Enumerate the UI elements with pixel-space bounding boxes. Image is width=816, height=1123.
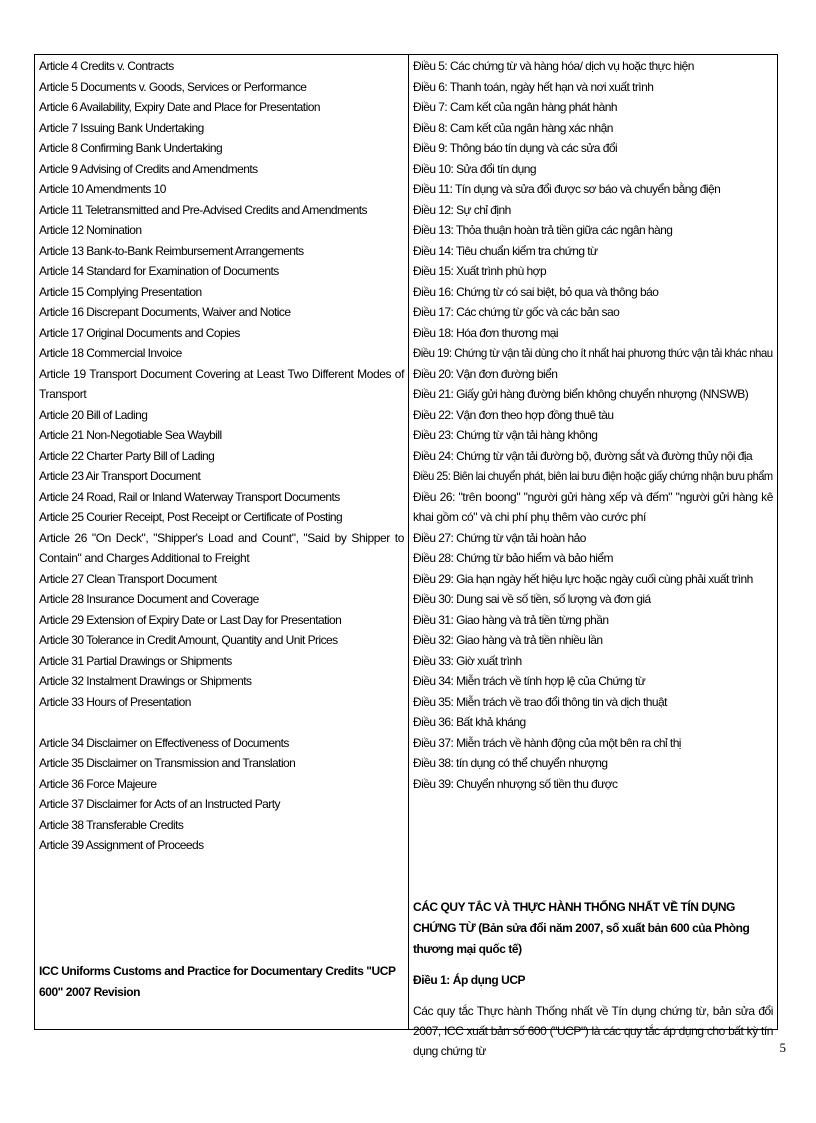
list-item: Article 39 Assignment of Proceeds	[39, 838, 204, 852]
list-item: Điều 21: Giấy gửi hàng đường biển không chuyển nhượng (NNSWB)	[413, 387, 749, 401]
list-item: Điều 7: Cam kết của ngân hàng phát hành	[413, 100, 618, 114]
list-item: Article 35 Disclaimer on Transmission and Translation	[39, 756, 296, 770]
list-item: Điều 30: Dung sai về số tiền, số lượng và đơn giá	[413, 592, 651, 606]
list-item: Article 9 Advising of Credits and Amendments	[39, 161, 258, 176]
list-item: Điều 33: Giờ xuất trình	[413, 653, 522, 668]
list-item: Article 18 Commercial Invoice	[39, 346, 182, 360]
list-item: Điều 25: Biên lai chuyển phát, biên lai bưu điện hoặc giấy chứng nhận bưu phẩm	[413, 469, 773, 483]
list-item: Article 21 Non-Negotiable Sea Waybill	[39, 428, 222, 442]
list-item: Điều 34: Miễn trách về tính hợp lệ của Chứng từ	[413, 674, 646, 688]
list-item: Article 19 Transport Document Covering at Least Two Different Modes of Transport	[39, 366, 404, 401]
list-item: Article 31 Partial Drawings or Shipments	[39, 653, 232, 668]
list-item: Article 7 Issuing Bank Undertaking	[39, 120, 204, 135]
list-item: Article 23 Air Transport Document	[39, 469, 201, 483]
english-document-title: ICC Uniforms Customs and Practice for Documentary Credits "UCP 600" 2007 Revision	[39, 964, 396, 999]
list-item: Điều 39: Chuyển nhượng số tiền thu được	[413, 776, 618, 791]
list-item: Article 5 Documents v. Goods, Services or Performance	[39, 79, 307, 94]
list-item: Điều 35: Miễn trách về trao đổi thông tin và dịch thuật	[413, 694, 667, 709]
list-item: Điều 10: Sửa đổi tín dụng	[413, 161, 537, 176]
article-1-text: Các quy tắc Thực hành Thống nhất về Tín dụng chứng từ, bản sửa đổi 2007, ICC xuất bản số 600 ("UCP") là các quy tắc áp dụng cho bất kỳ tín dụng chứng từ	[413, 1004, 773, 1058]
english-column	[35, 55, 409, 1029]
list-item: Article 13 Bank-to-Bank Reimbursement Arrangements	[39, 243, 304, 258]
list-item: Điều 9: Thông báo tín dụng và các sửa đổi	[413, 141, 618, 155]
article-1-title: Điều 1: Áp dụng UCP	[413, 973, 526, 987]
list-item: Article 22 Charter Party Bill of Lading	[39, 448, 215, 463]
list-item: Article 33 Hours of Presentation	[39, 694, 191, 709]
list-item: Article 14 Standard for Examination of Documents	[39, 264, 279, 278]
list-item: Điều 38: tín dụng có thể chuyển nhượng	[413, 756, 608, 770]
blank-line	[39, 712, 404, 733]
list-item: Điều 32: Giao hàng và trả tiền nhiều lần	[413, 633, 603, 647]
list-item: Điều 6: Thanh toán, ngày hết hạn và nơi xuất trình	[413, 79, 654, 94]
list-item: Article 16 Discrepant Documents, Waiver and Notice	[39, 305, 291, 319]
list-item: Article 36 Force Majeure	[39, 776, 157, 791]
list-item: Article 32 Instalment Drawings or Shipments	[39, 674, 252, 688]
list-item: Article 29 Extension of Expiry Date or Last Day for Presentation	[39, 612, 342, 627]
list-item: Điều 31: Giao hàng và trả tiền từng phần	[413, 612, 609, 627]
page-number: 5	[779, 1040, 786, 1055]
list-item: Article 17 Original Documents and Copies	[39, 325, 240, 340]
list-item: Article 30 Tolerance in Credit Amount, Quantity and Unit Prices	[39, 633, 338, 647]
list-item: Article 34 Disclaimer on Effectiveness of Documents	[39, 735, 289, 750]
list-item: Article 6 Availability, Expiry Date and Place for Presentation	[39, 100, 320, 114]
list-item: Điều 24: Chứng từ vận tải đường bộ, đường sắt và đường thủy nội địa	[413, 448, 753, 463]
vietnamese-article-list	[413, 56, 773, 794]
list-item: Điều 15: Xuất trình phù hợp	[413, 264, 547, 278]
vietnamese-intro-block	[413, 897, 773, 1061]
list-item: Điều 8: Cam kết của ngân hàng xác nhận	[413, 120, 613, 135]
list-item: Điều 11: Tín dụng và sửa đổi được sơ báo và chuyển bằng điện	[413, 182, 721, 196]
list-item: Article 15 Complying Presentation	[39, 284, 202, 299]
list-item: Điều 27: Chứng từ vận tải hoàn hảo	[413, 530, 586, 545]
list-item: Điều 13: Thỏa thuận hoàn trả tiền giữa các ngân hàng	[413, 223, 673, 237]
list-item: Article 25 Courier Receipt, Post Receipt or Certificate of Posting	[39, 510, 343, 524]
list-item: Article 26 "On Deck", "Shipper's Load and Count", "Said by Shipper to Contain" and Charges Additional to Freight	[39, 530, 404, 565]
list-item: Article 20 Bill of Lading	[39, 407, 148, 422]
vietnamese-document-title: CÁC QUY TẮC VÀ THỰC HÀNH THỐNG NHẤT VỀ TÍN DỤNG CHỨNG TỪ (Bản sửa đổi năm 2007, số xuất bản 600 của Phòng thương mại quốc tế)	[413, 900, 750, 956]
list-item: Article 10 Amendments 10	[39, 182, 166, 196]
list-item: Article 28 Insurance Document and Coverage	[39, 592, 259, 606]
list-item: Điều 23: Chứng từ vận tải hàng không	[413, 428, 598, 442]
list-item: Điều 37: Miễn trách về hành động của một bên ra chỉ thị	[413, 735, 681, 750]
list-item: Điều 5: Các chứng từ và hàng hóa/ dịch vụ hoặc thực hiện	[413, 59, 694, 73]
list-item: Điều 12: Sự chỉ định	[413, 202, 511, 217]
list-item: Điều 14: Tiêu chuẩn kiểm tra chứng từ	[413, 243, 598, 258]
list-item: Article 11 Teletransmitted and Pre-Advised Credits and Amendments	[39, 202, 367, 217]
list-item: Article 12 Nomination	[39, 223, 142, 237]
list-item: Điều 20: Vận đơn đường biển	[413, 366, 558, 381]
list-item: Điều 19: Chứng từ vận tải dùng cho ít nhất hai phương thức vận tải khác nhau	[413, 346, 773, 360]
two-column-table	[34, 54, 778, 1058]
english-article-list	[39, 56, 404, 856]
list-item: Article 27 Clean Transport Document	[39, 571, 217, 586]
list-item: Điều 26: "trên boong" "người gửi hàng xếp và đếm" "người gửi hàng kê khai gồm có" và chi phí phụ thêm vào cước phí	[413, 489, 773, 524]
list-item: Điều 16: Chứng từ có sai biệt, bỏ qua và thông báo	[413, 284, 659, 299]
list-item: Article 38 Transferable Credits	[39, 817, 184, 832]
list-item: Điều 28: Chứng từ bảo hiểm và bảo hiểm	[413, 551, 613, 565]
list-item: Điều 22: Vận đơn theo hợp đồng thuê tàu	[413, 407, 614, 422]
list-item: Điều 36: Bất khả kháng	[413, 715, 526, 729]
vietnamese-column	[409, 55, 777, 1058]
list-item: Article 37 Disclaimer for Acts of an Instructed Party	[39, 797, 280, 811]
list-item: Article 8 Confirming Bank Undertaking	[39, 141, 223, 155]
list-item: Article 4 Credits v. Contracts	[39, 59, 174, 73]
list-item: Article 24 Road, Rail or Inland Waterway Transport Documents	[39, 489, 340, 504]
list-item: Điều 29: Gia hạn ngày hết hiệu lực hoặc ngày cuối cùng phải xuất trình	[413, 571, 753, 586]
list-item: Điều 17: Các chứng từ gốc và các bản sao	[413, 305, 620, 319]
list-item: Điều 18: Hóa đơn thương mại	[413, 325, 559, 340]
